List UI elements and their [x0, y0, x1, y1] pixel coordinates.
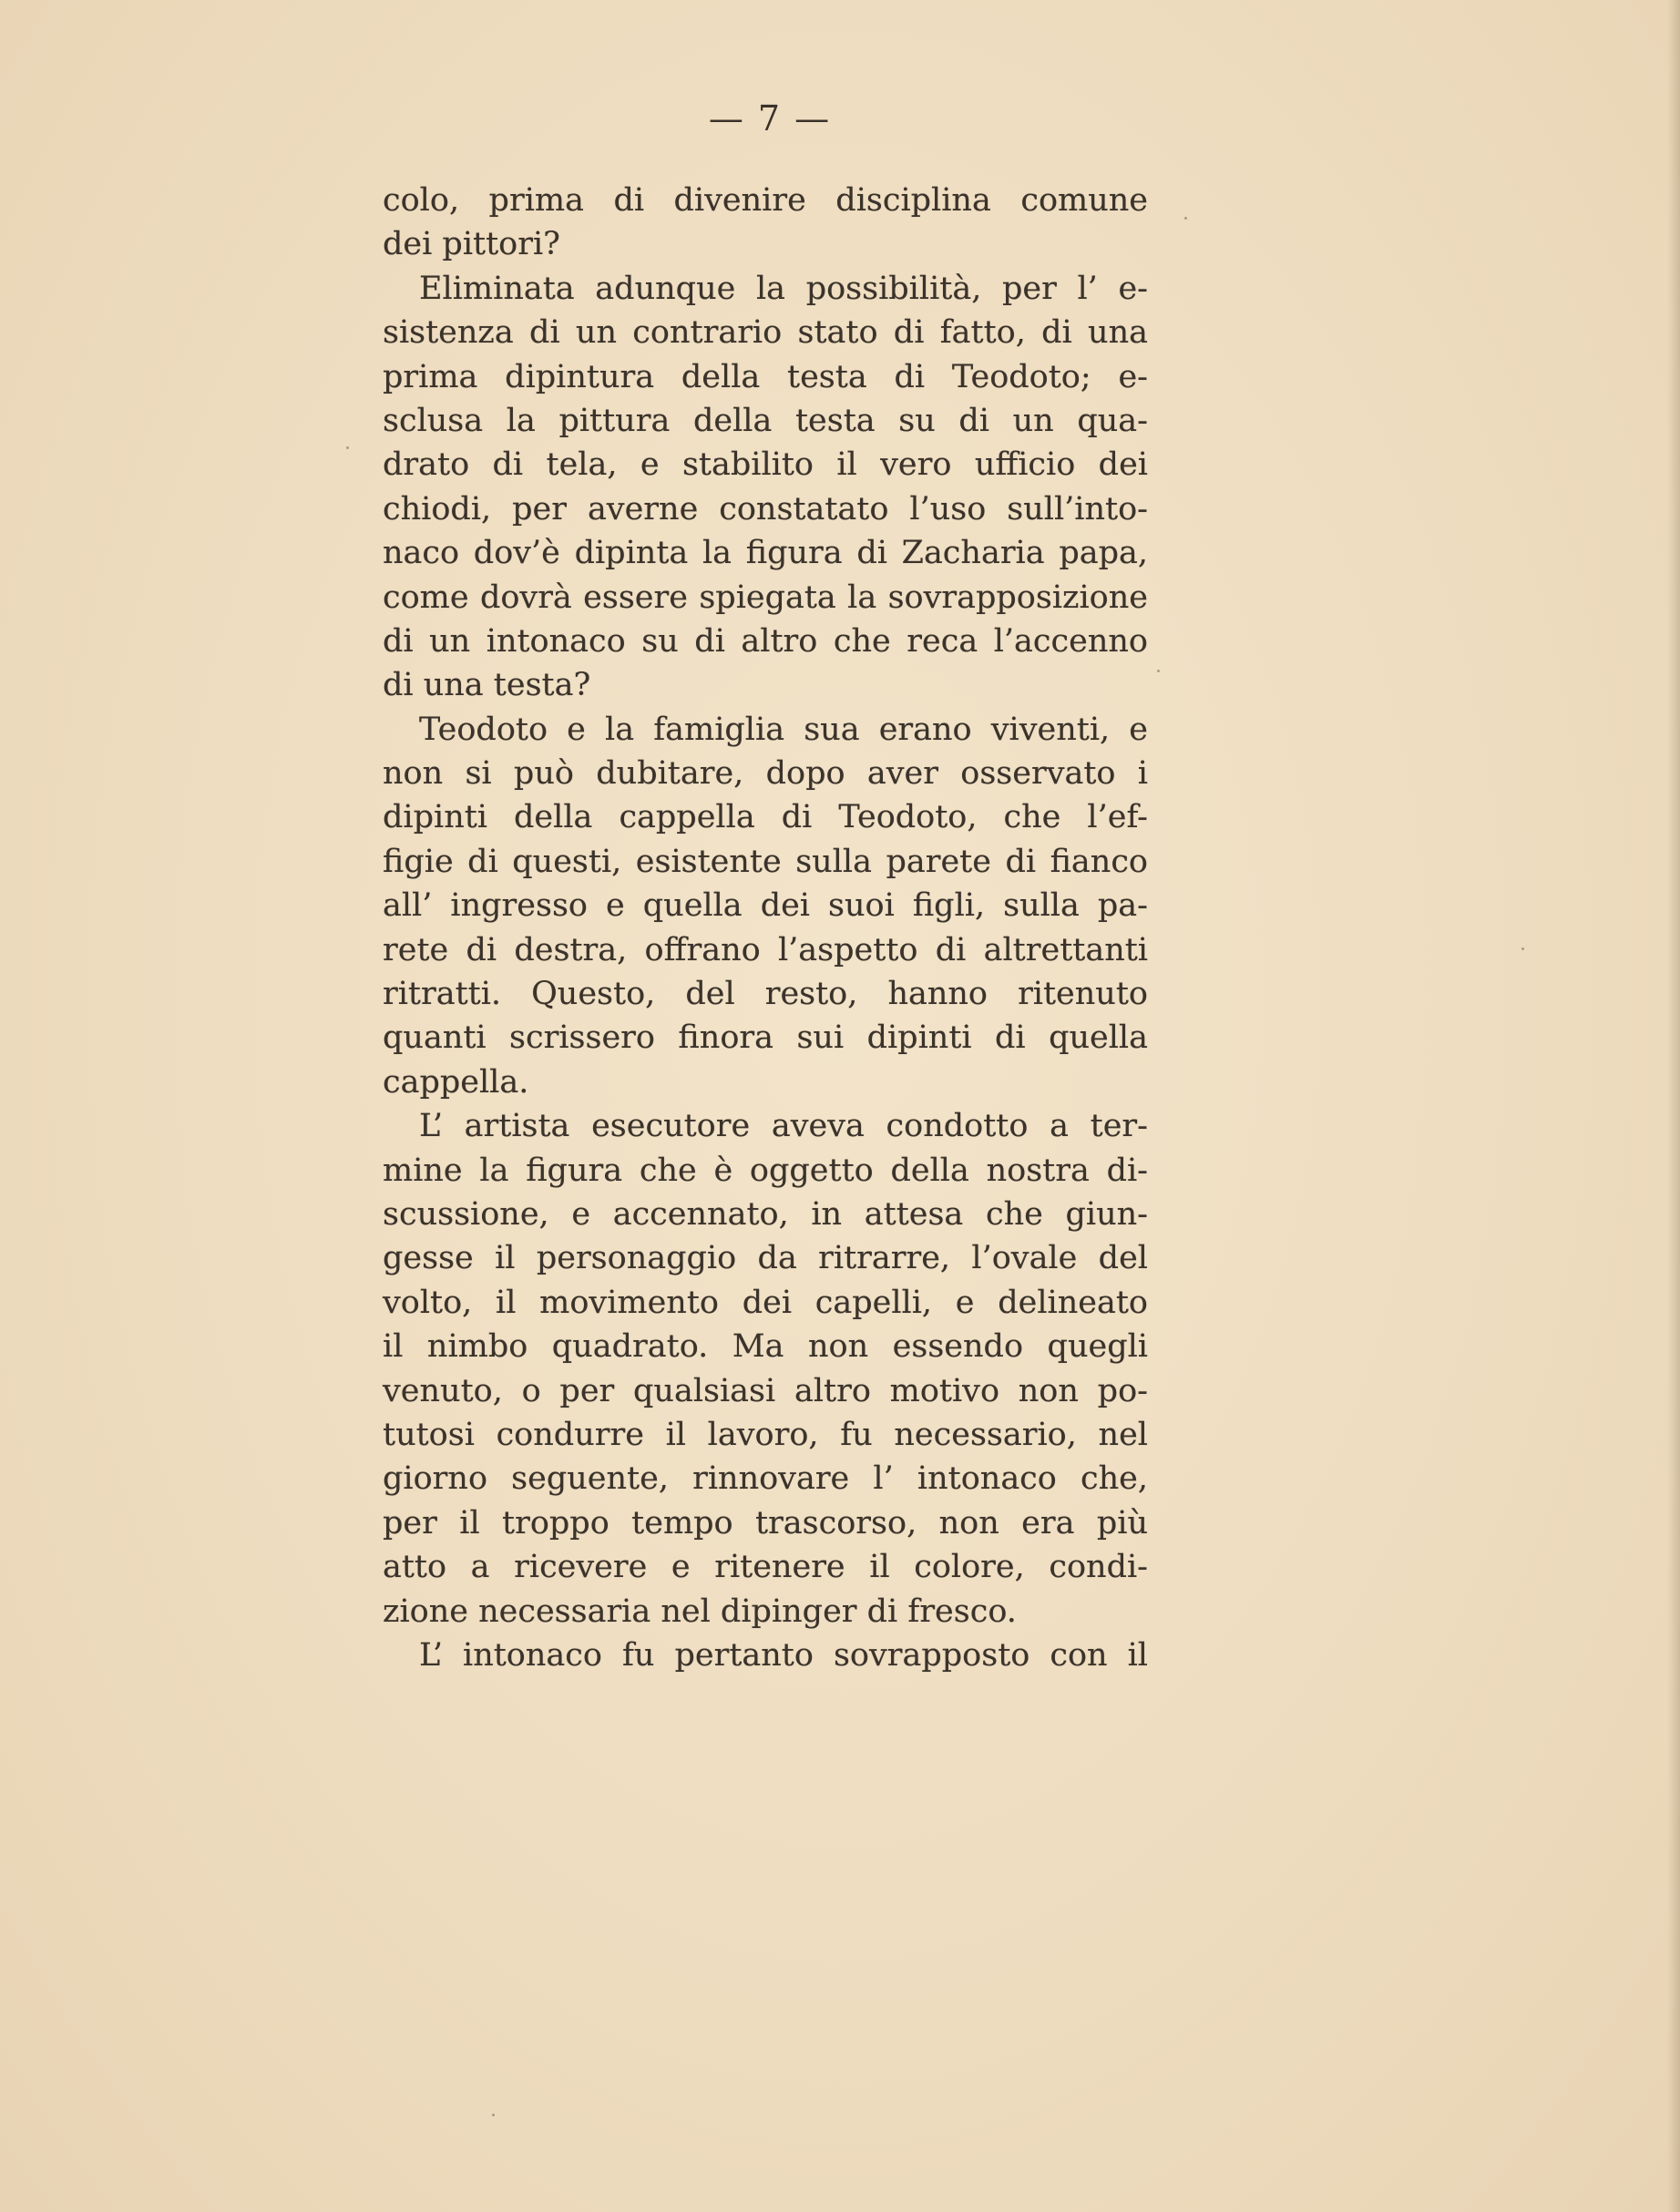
text-line: zione necessaria nel dipinger di fresco.	[383, 1592, 1017, 1630]
text-line: figie di questi, esistente sulla parete di fianco	[383, 843, 1148, 880]
text-line: come dovrà essere spiegata la sovrapposizione	[383, 579, 1148, 616]
text-line: tutosi condurre il lavoro, fu necessario, nel	[383, 1416, 1148, 1453]
text-line: venuto, o per qualsiasi altro motivo non po-	[383, 1372, 1148, 1409]
page-edge-shadow	[1667, 0, 1680, 2212]
paper-speck	[1184, 217, 1187, 220]
text-line: scussione, e accennato, in attesa che giun-	[383, 1195, 1148, 1233]
text-line: chiodi, per averne constatato l’uso sull’into-	[383, 490, 1148, 527]
text-line: di un intonaco su di altro che reca l’accenno	[383, 622, 1148, 660]
paper-speck	[346, 446, 349, 449]
text-line: gesse il personaggio da ritrarre, l’ovale del	[383, 1240, 1148, 1277]
text-line: Teodoto e la famiglia sua erano viventi, e	[419, 711, 1148, 748]
text-line: drato di tela, e stabilito il vero ufficio dei	[383, 446, 1148, 484]
text-line: di una testa?	[383, 667, 591, 704]
text-line: quanti scrissero finora sui dipinti di quella	[383, 1019, 1148, 1057]
text-line: mine la figura che è oggetto della nostra di-	[383, 1152, 1148, 1189]
text-line: prima dipintura della testa di Teodoto; e-	[383, 358, 1148, 395]
text-line: naco dov’è dipinta la figura di Zacharia papa,	[383, 535, 1148, 572]
paper-speck	[1521, 947, 1524, 950]
text-line: non si può dubitare, dopo aver osservato i	[383, 755, 1148, 793]
paper-speck	[1157, 670, 1160, 672]
page-number: — 7 —	[708, 98, 832, 138]
text-line: ritratti. Questo, del resto, hanno ritenuto	[383, 976, 1148, 1013]
text-line: dei pittori?	[383, 226, 560, 263]
paper-speck	[492, 2114, 495, 2116]
text-line: giorno seguente, rinnovare l’ intonaco che,	[383, 1460, 1148, 1498]
text-line: cappella.	[383, 1063, 529, 1101]
text-line: colo, prima di divenire disciplina comune	[383, 182, 1148, 219]
text-line: rete di destra, offrano l’aspetto di altrettanti	[383, 931, 1148, 968]
text-line: all’ ingresso e quella dei suoi figli, sulla pa-	[383, 887, 1148, 925]
text-line: dipinti della cappella di Teodoto, che l’ef-	[383, 799, 1148, 836]
text-line: per il troppo tempo trascorso, non era più	[383, 1504, 1148, 1541]
text-line: Eliminata adunque la possibilità, per l’ e-	[419, 270, 1148, 307]
text-line: il nimbo quadrato. Ma non essendo quegli	[383, 1328, 1148, 1366]
text-line: sistenza di un contrario stato di fatto, di una	[383, 314, 1148, 352]
text-line: L’ intonaco fu pertanto sovrapposto con il	[419, 1636, 1148, 1674]
text-line: sclusa la pittura della testa su di un qua-	[383, 402, 1148, 439]
text-line: volto, il movimento dei capelli, e delineato	[383, 1284, 1148, 1321]
body-text	[383, 179, 1148, 1677]
text-line: atto a ricevere e ritenere il colore, condi-	[383, 1549, 1148, 1586]
text-line: L’ artista esecutore aveva condotto a ter-	[419, 1108, 1148, 1145]
